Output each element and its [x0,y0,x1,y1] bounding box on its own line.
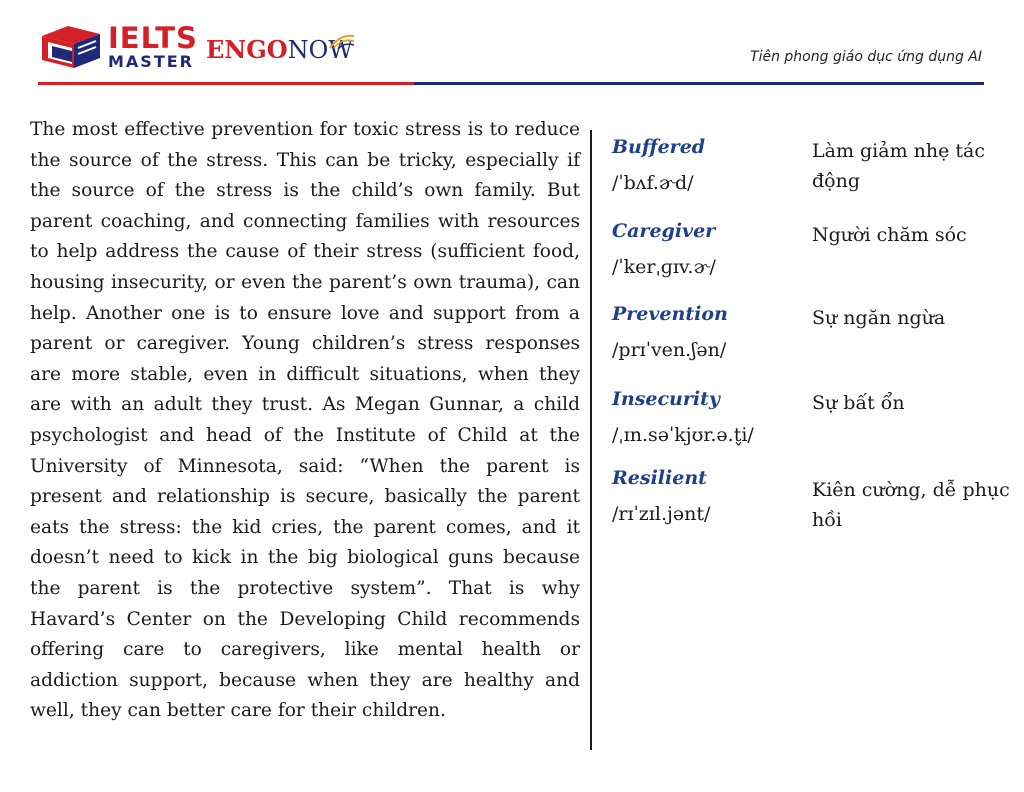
vocab-word: Buffered [612,136,706,158]
vocab-ipa: /ˌɪn.səˈkjʊr.ə.t̬i/ [612,424,754,446]
vocab-meaning: Sự ngăn ngừa [812,307,946,329]
vocab-ipa: /ˈkerˌɡɪv.ɚ/ [612,256,716,278]
header-rule-red [38,82,414,85]
vocab-word: Resilient [612,467,707,489]
column-divider [590,130,592,750]
vocab-meaning: Làm giảm nhẹ tác động [812,140,985,192]
tagline: Tiên phong giáo dục ứng dụng AI [750,49,982,65]
vocab-ipa: /prɪˈven.ʃən/ [612,339,727,361]
engo-text: ENGO [206,35,288,64]
book-logo-icon [38,22,104,72]
logo-ielts-text: IELTS [108,21,198,55]
reading-passage: The most effective prevention for toxic stress is to reduce the source of the stress. This can be tricky, especially if the source of the stress is the child’s own family. But parent coaching, and connecting families with resources to help address the cause of their stress (sufficient food, housing insecurity, or even the parent’s own trauma), can help. Another one is to ensure love and support from a parent or caregiver. Young children’s stress responses are more stable, even in difficult situations, when they are with an adult they trust. As Megan Gunnar, a child psychologist and head of the Institute of Child at the University of Minnesota, said: “When the parent is present and relationship is secure, basically the parent eats the stress: the kid cries, the parent comes, and it doesn’t need to kick in the big biological guns because the parent is the protective system”. That is why Havard’s Center on the Developing Child recommends offering care to caregivers, like mental health or addiction support, because when they are healthy and well, they can better care for their children. [30,119,580,722]
vocab-meaning: Kiên cường, dễ phục hồi [812,479,1010,531]
logo-master-text: MASTER [108,52,194,71]
vocab-word: Insecurity [612,388,720,410]
vocab-meaning: Người chăm sóc [812,224,967,246]
sunburst-icon [328,32,356,50]
vocab-word: Prevention [612,303,728,325]
vocabulary-list [612,0,1010,792]
vocab-meaning: Sự bất ổn [812,392,905,414]
vocab-ipa: /rɪˈzɪl.jənt/ [612,503,711,525]
vocab-word: Caregiver [612,220,716,242]
vocab-ipa: /ˈbʌf.ɚd/ [612,172,694,194]
now-text: NOW [287,36,353,64]
